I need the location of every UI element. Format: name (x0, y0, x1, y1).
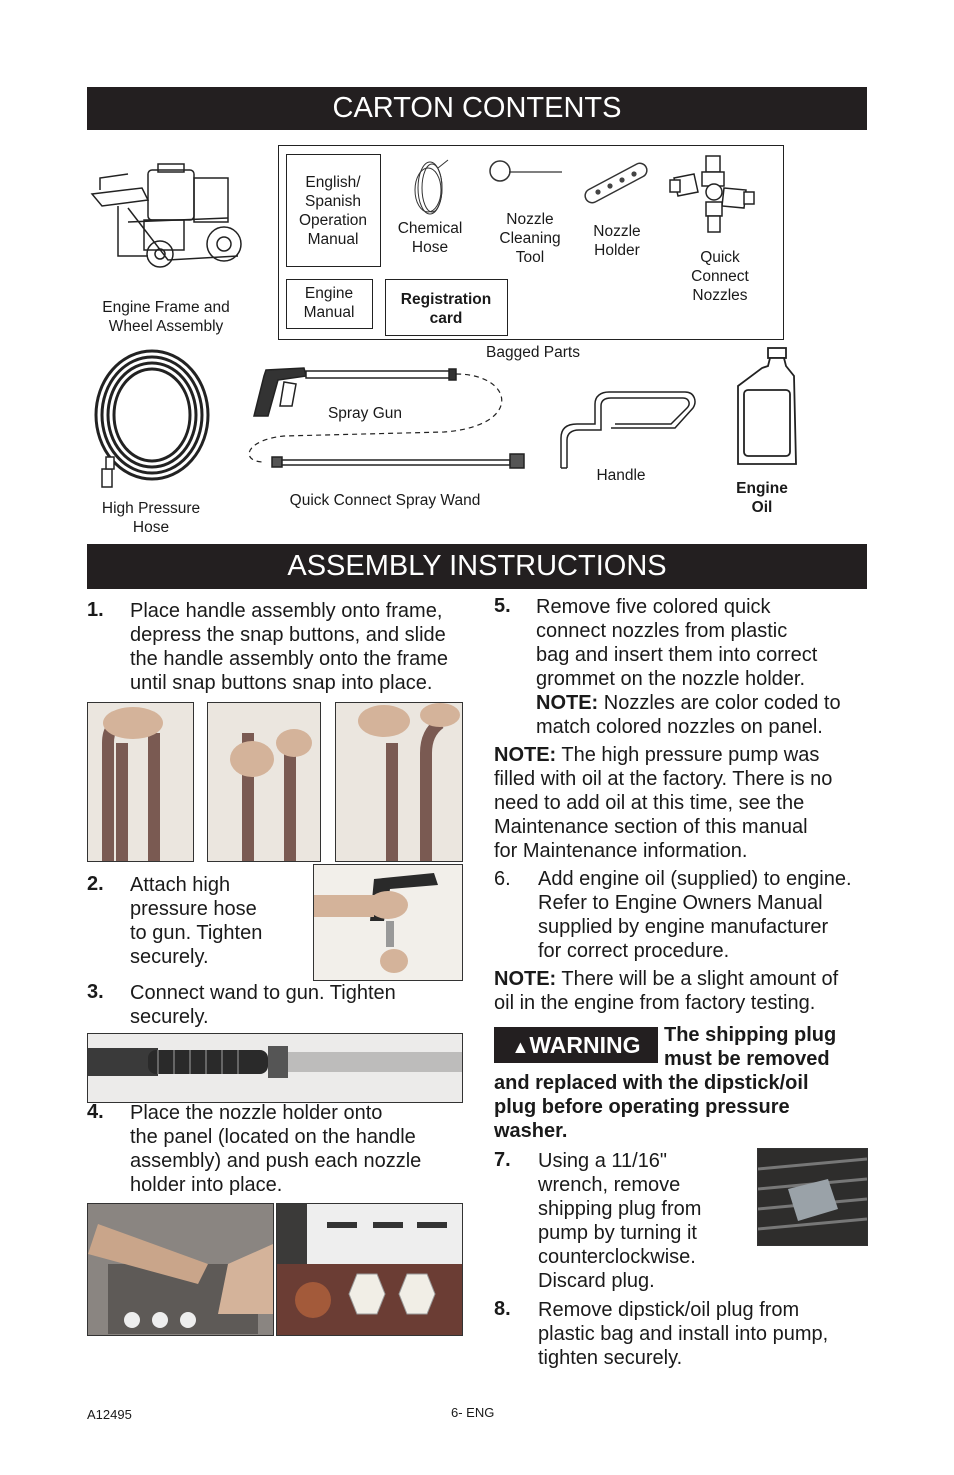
step-7-text: Using a 11/16" wrench, remove shipping plug from pump by turning it counterclockwise. Discard plug. (538, 1150, 702, 1292)
step-1-photo-a (87, 702, 194, 862)
spray-gun-label: Spray Gun (327, 405, 403, 422)
chemical-hose-label: Chemical Hose (397, 220, 463, 256)
carton-contents-heading: CARTON CONTENTS (87, 87, 867, 130)
manual-label: English/ Spanish Operation Manual (298, 174, 368, 248)
step-1-text: Place handle assembly onto frame, depress the snap buttons, and slide the handle assembly onto the frame until snap buttons snap into place. (130, 600, 448, 694)
assembly-instructions-heading: ASSEMBLY INSTRUCTIONS (87, 544, 867, 589)
step-2-photo (313, 864, 463, 981)
nozzle-holder-icon (582, 158, 652, 208)
registration-card-label: Registration card (400, 291, 492, 327)
step-2-number: 2. (87, 873, 104, 895)
high-pressure-hose-label: High Pressure Hose (101, 500, 201, 536)
note-factory-testing-label: NOTE: (494, 968, 557, 990)
bagged-parts-label: Bagged Parts (486, 344, 580, 361)
step-4-photo-b (276, 1203, 463, 1336)
quick-connect-nozzles-icon (668, 152, 756, 242)
engine-oil-label: Engine Oil (736, 480, 788, 516)
engine-oil-icon (734, 346, 802, 468)
chemical-hose-icon (408, 158, 458, 218)
note-pump-oil: NOTE: The high pressure pump was filled with oil at the factory. There is no need to add oil at this time, see the Maintenance section of this manual for Maintenance information. (494, 744, 833, 862)
nozzle-holder-label: Nozzle Holder (593, 223, 641, 259)
step-7-number: 7. (494, 1149, 511, 1171)
step-7-photo (757, 1148, 868, 1246)
page-number: 6- ENG (451, 1405, 495, 1420)
engine-frame-icon (88, 160, 248, 275)
warning-triangle-icon: ▲ (511, 1037, 530, 1057)
note-factory-testing: NOTE: There will be a slight amount of oil in the engine from factory testing. (494, 968, 839, 1014)
warning-text-top: The shipping plug must be removed (664, 1024, 837, 1070)
warning-badge: ▲WARNING (494, 1027, 658, 1063)
step-8-text: Remove dipstick/oil plug from plastic bag and install into pump, tighten securely. (538, 1299, 829, 1369)
step-3-photo (87, 1033, 463, 1103)
step-3-number: 3. (87, 981, 104, 1003)
step-2-text: Attach high pressure hose to gun. Tighten securely. (130, 874, 263, 968)
engine-manual-label: Engine Manual (303, 285, 355, 321)
document-code: A12495 (87, 1407, 132, 1422)
handle-icon (555, 386, 701, 472)
spray-wand-label: Quick Connect Spray Wand (289, 492, 481, 509)
step-4-number: 4. (87, 1101, 104, 1123)
step-8-number: 8. (494, 1298, 511, 1320)
step-1-number: 1. (87, 599, 104, 621)
step-4-text: Place the nozzle holder onto the panel (located on the handle assembly) and push each nozzle holder into place. (130, 1102, 422, 1196)
note-pump-oil-label: NOTE: (494, 744, 557, 766)
high-pressure-hose-icon (90, 345, 216, 495)
step-1-photo-c (335, 702, 463, 862)
quick-connect-nozzles-label: Quick Connect Nozzles (691, 249, 749, 304)
nozzle-cleaning-tool-icon (488, 159, 564, 185)
step-5-number: 5. (494, 595, 511, 617)
step-4-photo-a (87, 1203, 274, 1336)
step-5-text: Remove five colored quick connect nozzles from plastic bag and insert them into correct grommet on the nozzle holder. NOTE: Nozzles are color coded to match colored nozzles on panel. (536, 596, 841, 738)
nozzle-cleaning-tool-label: Nozzle Cleaning Tool (499, 211, 561, 266)
engine-frame-label: Engine Frame and Wheel Assembly (102, 299, 230, 335)
step-3-text: Connect wand to gun. Tighten securely. (130, 982, 396, 1028)
step-5-note-label: NOTE: (536, 692, 599, 714)
step-1-photo-b (207, 702, 321, 862)
step-6-number: 6. (494, 868, 511, 890)
step-6-text: Add engine oil (supplied) to engine. Refer to Engine Owners Manual supplied by engine manufacturer for correct procedure. (538, 868, 852, 962)
handle-label: Handle (596, 467, 646, 484)
warning-text-bottom: and replaced with the dipstick/oil plug before operating pressure washer. (494, 1072, 809, 1142)
